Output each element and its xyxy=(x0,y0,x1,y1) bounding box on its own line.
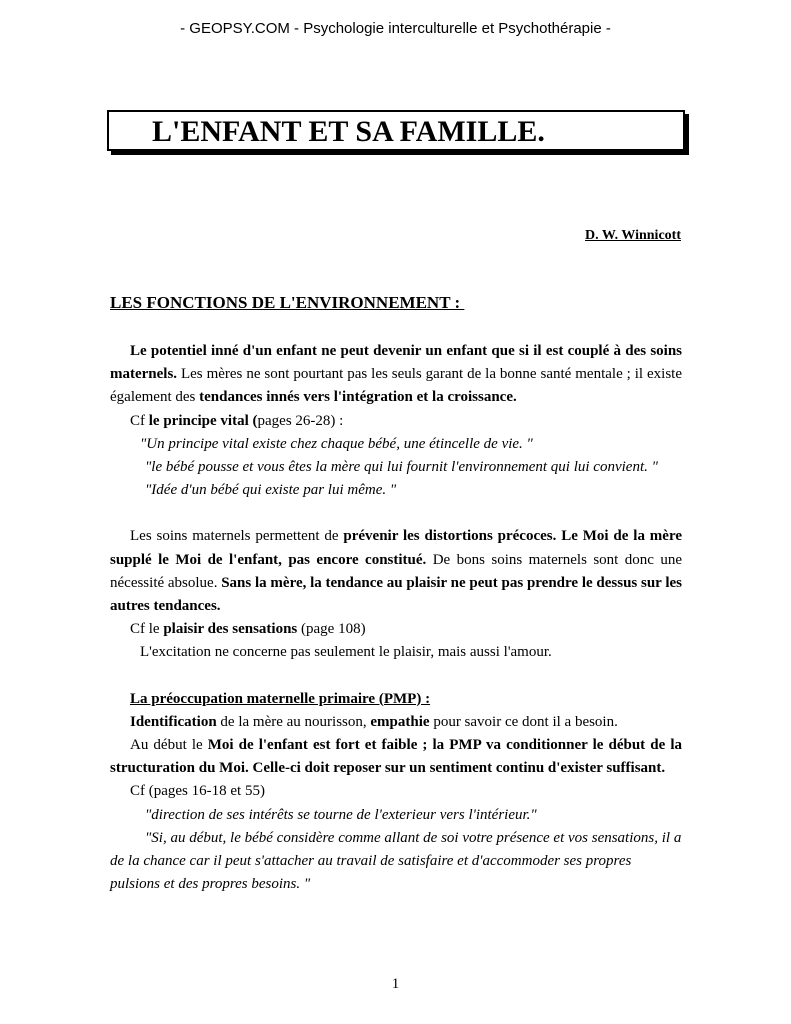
identification-line: Identification de la mère au nourisson, empathie pour savoir ce dont il a besoin. xyxy=(130,713,618,730)
document-title: L'ENFANT ET SA FAMILLE. xyxy=(152,115,545,148)
section-title: LES FONCTIONS DE L'ENVIRONNEMENT : xyxy=(110,293,465,312)
paragraph-moi-enfant: Au début le Moi de l'enfant est fort et faible ; la PMP va conditionner le début de la structuration du Moi. Celle-ci doit reposer sur un sentiment continu d'exister suffisant. xyxy=(110,737,682,777)
quote-line: "Idée d'un bébé qui existe par lui même. " xyxy=(145,482,397,499)
quote-paragraph: "Si, au début, le bébé considère comme allant de soi votre présence et vos sensations, il a de la chance car il peut s'attacher au travail de satisfaire et d'accommoder ses propres pulsions et des propres besoins. " xyxy=(110,829,682,893)
cf-principe-vital: Cf le principe vital (pages 26-28) : xyxy=(130,412,344,429)
paragraph-potentiel: Le potentiel inné d'un enfant ne peut devenir un enfant que si il est couplé à des soins maternels. Les mères ne sont pourtant pas les seuls garant de la bonne santé mentale ; il existe également des tendances innés vers l'intégration et la croissance. xyxy=(110,343,682,406)
quote-line: "direction de ses intérêts se tourne de l'exterieur vers l'intérieur." xyxy=(145,806,537,823)
document-body xyxy=(110,340,682,896)
excitation-line: L'excitation ne concerne pas seulement le plaisir, mais aussi l'amour. xyxy=(140,644,552,661)
pmp-heading: La préoccupation maternelle primaire (PMP) : xyxy=(130,690,431,707)
page-number: 1 xyxy=(391,976,400,992)
cf-plaisir-sensations: Cf le plaisir des sensations (page 108) xyxy=(130,621,366,638)
quote-line: "le bébé pousse et vous êtes la mère qui lui fournit l'environnement qui lui convient. " xyxy=(145,459,658,476)
title-box xyxy=(107,110,685,151)
author: D. W. Winnicott xyxy=(585,228,681,243)
quote-line: "Un principe vital existe chez chaque bébé, une étincelle de vie. " xyxy=(140,435,533,452)
cf-pages: Cf (pages 16-18 et 55) xyxy=(130,783,265,800)
paragraph-soins-maternels: Les soins maternels permettent de prévenir les distortions précoces. Le Moi de la mère supplé le Moi de l'enfant, pas encore constitué. De bons soins maternels sont donc une nécessité absolue. Sans la mère, la tendance au plaisir ne peut pas prendre le dessus sur les autres tendances. xyxy=(110,528,682,615)
page-header: - GEOPSY.COM - Psychologie interculturelle et Psychothérapie - xyxy=(180,20,611,37)
